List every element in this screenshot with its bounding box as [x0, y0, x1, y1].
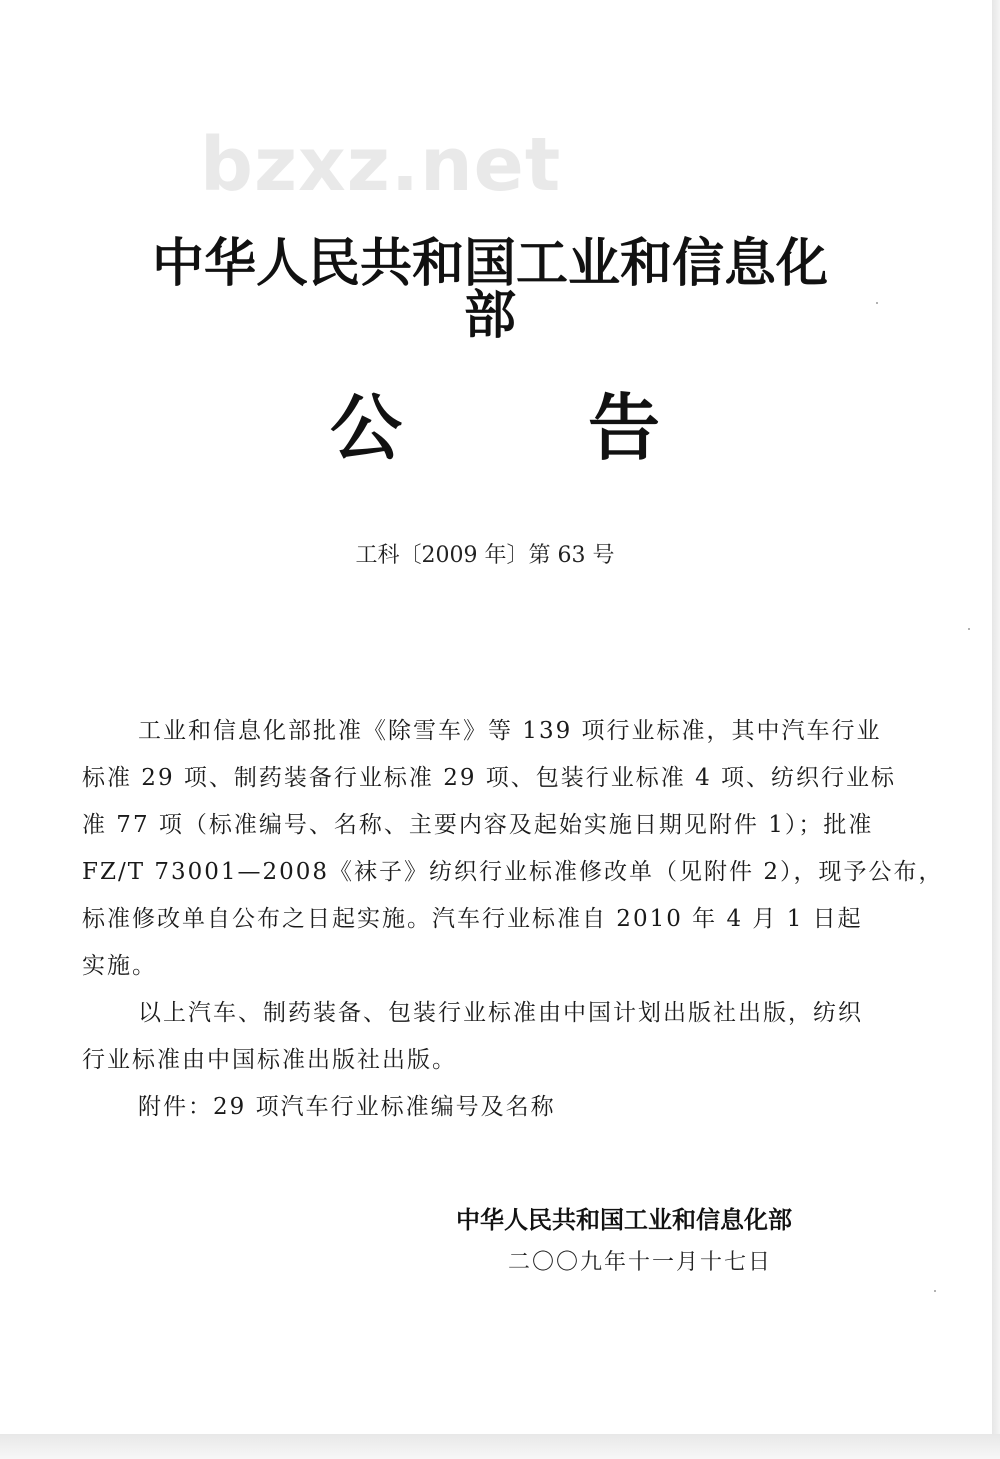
scan-speck — [934, 1290, 936, 1292]
body-line: 行业标准由中国标准出版社出版。 — [82, 1047, 457, 1073]
scan-speck — [968, 628, 970, 630]
body-line: 以上汽车、制药装备、包装行业标准由中国计划出版社出版，纺织 — [138, 1000, 863, 1026]
announcement-body — [82, 708, 944, 1131]
body-line: FZ/T 73001—2008《袜子》纺织行业标准修改单（见附件 2），现予公布， — [82, 859, 944, 885]
body-line: 准 77 项（标准编号、名称、主要内容及起始实施日期见附件 1）；批准 — [82, 812, 874, 838]
body-line: 工业和信息化部批准《除雪车》等 139 项行业标准，其中汽车行业 — [138, 718, 882, 744]
signature-organization: 中华人民共和国工业和信息化部 — [456, 1205, 792, 1234]
body-line: 标准修改单自公布之日起实施。汽车行业标准自 2010 年 4 月 1 日起 — [82, 906, 863, 932]
signature-date: 二〇〇九年十一月十七日 — [508, 1250, 773, 1275]
body-line: 标准 29 项、制药装备行业标准 29 项、包装行业标准 4 项、纺织行业标 — [82, 765, 897, 791]
body-line: 实施。 — [82, 953, 157, 979]
document-number: 工科〔2009 年〕第 63 号 — [355, 543, 615, 568]
issuing-ministry-heading: 中华人民共和国工业和信息化部 — [151, 233, 828, 346]
attachment-line: 附件：29 项汽车行业标准编号及名称 — [138, 1094, 556, 1120]
page-bottom-edge — [0, 1434, 1000, 1459]
watermark-text: bzxz.net — [200, 122, 562, 208]
announcement-title — [330, 385, 660, 470]
announcement-title-char-2: 告 — [587, 385, 660, 470]
announcement-title-char-1: 公 — [330, 385, 403, 470]
scan-speck — [876, 302, 878, 304]
page-right-edge — [992, 0, 1000, 1459]
